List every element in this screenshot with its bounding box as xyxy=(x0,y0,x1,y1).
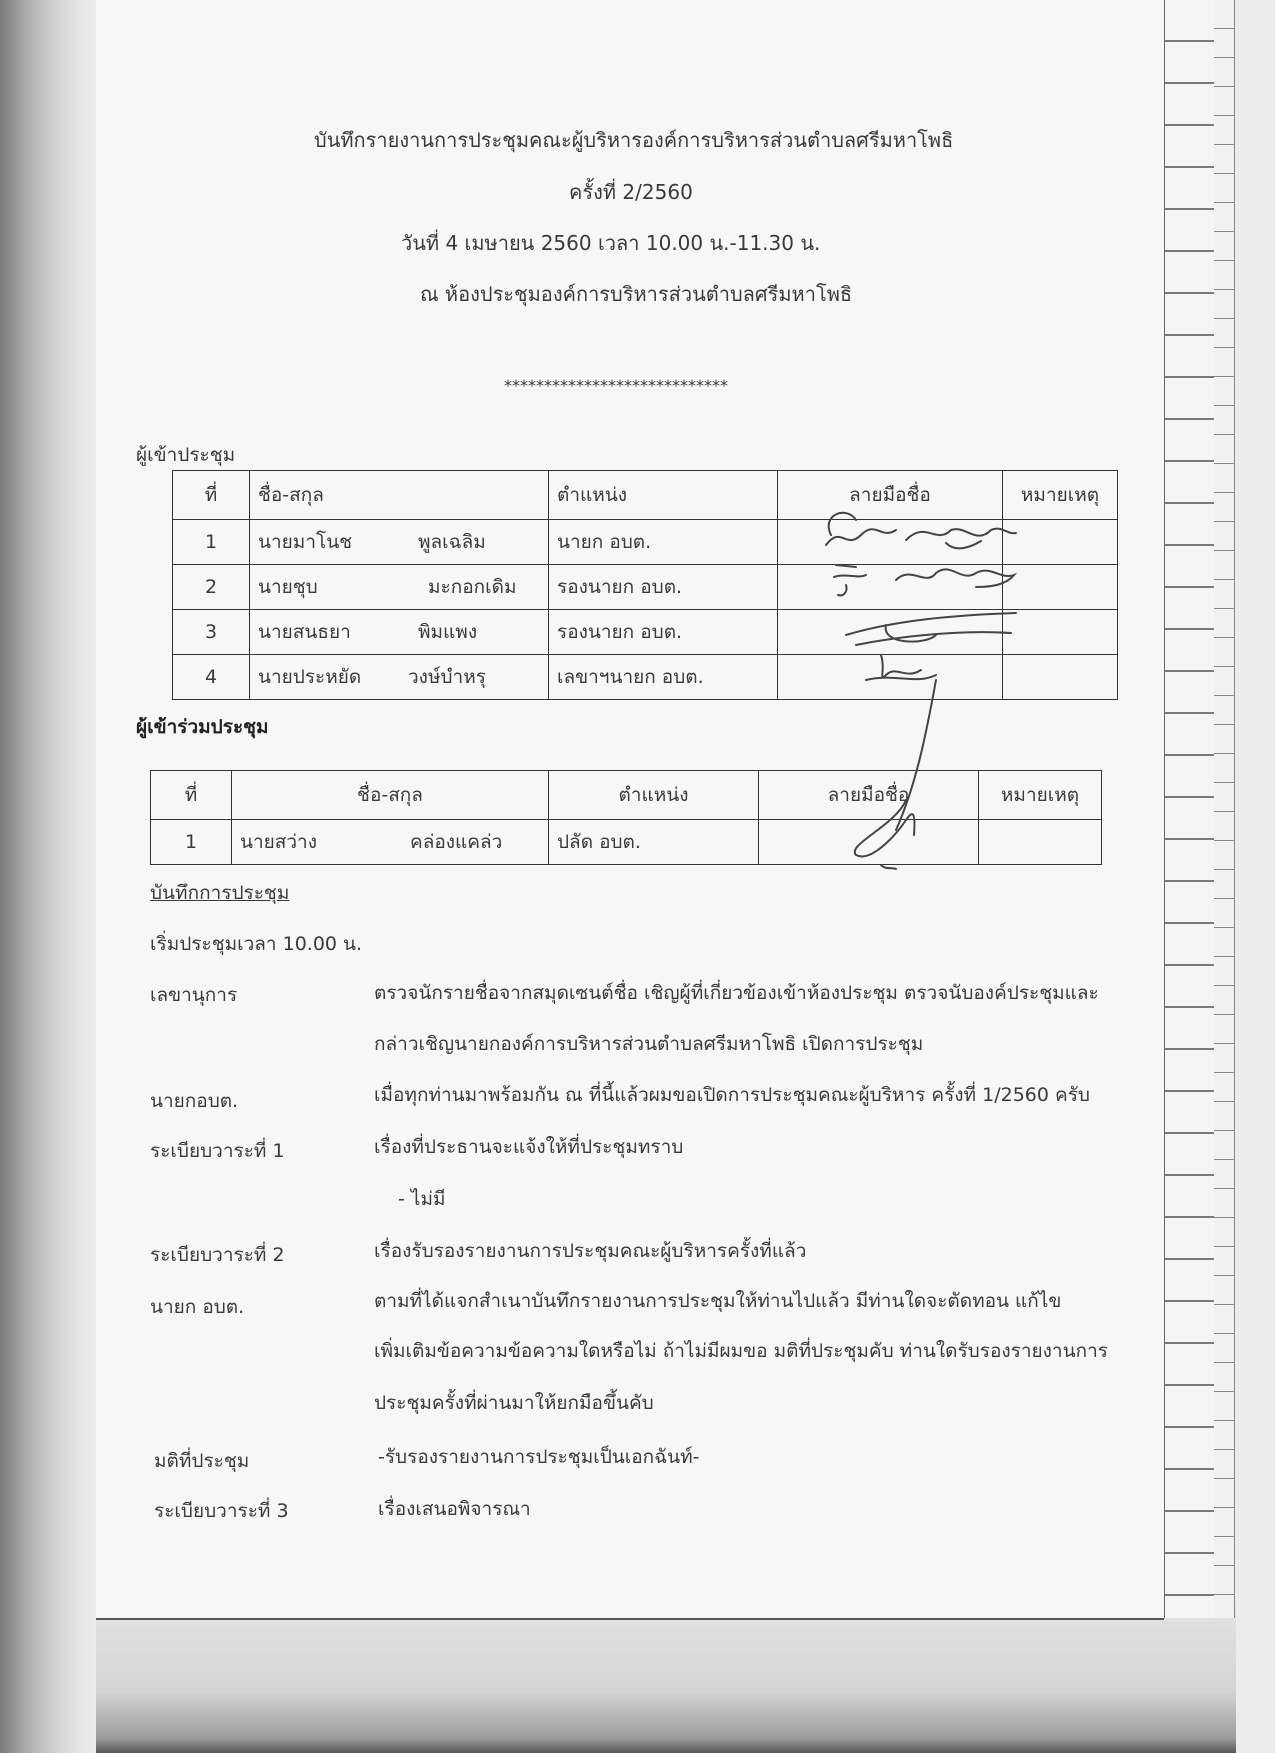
paper-stack-edge-outer xyxy=(1214,0,1235,1618)
col-signature: ลายมือชื่อ xyxy=(759,771,979,820)
row-name xyxy=(250,565,549,610)
item-text: ประชุมครั้งที่ผ่านมาให้ยกมือขึ้นคับ xyxy=(374,1392,654,1414)
item-label-mayor: นายกอบต. xyxy=(150,1090,239,1112)
item-text: - ไม่มี xyxy=(398,1188,446,1210)
paper-stack-edge xyxy=(1164,0,1216,1618)
agenda-3-label: ระเบียบวาระที่ 3 xyxy=(154,1500,289,1522)
first-name: นายมาโนช xyxy=(258,531,353,553)
last-name: พูลเฉลิม xyxy=(418,531,486,553)
participants-heading: ผู้เข้าร่วมประชุม xyxy=(136,716,269,738)
row-position: รองนายก อบต. xyxy=(549,565,778,610)
row-no: 1 xyxy=(151,820,232,865)
row-no: 3 xyxy=(173,610,250,655)
minutes-heading: บันทึกการประชุม xyxy=(150,882,290,904)
last-name: มะกอกเดิม xyxy=(428,576,517,598)
last-name: พิมแพง xyxy=(418,621,478,643)
signature-2 xyxy=(834,565,1014,595)
item-text: กล่าวเชิญนายกองค์การบริหารส่วนตำบลศรีมหาโพธิ เปิดการประชุม xyxy=(374,1033,924,1055)
row-name xyxy=(232,820,549,865)
document-page xyxy=(96,0,1164,1620)
first-name: นายประหยัด xyxy=(258,666,362,688)
last-name: คล่องแคล่ว xyxy=(410,831,503,853)
scan-bottom-shadow xyxy=(96,1600,1236,1753)
attendees-heading: ผู้เข้าประชุม xyxy=(136,444,236,466)
row-no: 4 xyxy=(173,655,250,700)
col-position: ตำแหน่ง xyxy=(549,471,778,520)
signature-3 xyxy=(846,613,1016,645)
col-signature: ลายมือชื่อ xyxy=(778,471,1003,520)
col-remark: หมายเหตุ xyxy=(979,771,1102,820)
col-name: ชื่อ-สกุล xyxy=(250,471,549,520)
first-name: นายสว่าง xyxy=(240,831,318,853)
session-number: ครั้งที่ 2/2560 xyxy=(569,180,693,204)
scan-left-shadow xyxy=(0,0,96,1753)
col-name: ชื่อ-สกุล xyxy=(232,771,549,820)
first-name: นายสนธยา xyxy=(258,621,351,643)
item-text: ตรวจนักรายชื่อจากสมุดเซนต์ชื่อ เชิญผู้ที่เกี่ยวข้องเข้าห้องประชุม ตรวจนับองค์ประชุมและ xyxy=(374,982,1099,1004)
item-text: เรื่องเสนอพิจารณา xyxy=(378,1498,531,1520)
item-text: เพิ่มเติมข้อความข้อความใดหรือไม่ ถ้าไม่มีผมขอ มติที่ประชุมคับ ท่านใดรับรองรายงานการ xyxy=(374,1340,1108,1362)
signature-1 xyxy=(826,513,1016,549)
col-remark: หมายเหตุ xyxy=(1003,471,1118,520)
item-label-secretary: เลขานุการ xyxy=(150,984,238,1006)
row-no: 1 xyxy=(173,520,250,565)
handwritten-signatures xyxy=(786,495,1116,915)
document-title: บันทึกรายงานการประชุมคณะผู้บริหารองค์การบริหารส่วนตำบลศรีมหาโพธิ xyxy=(314,128,954,152)
col-position: ตำแหน่ง xyxy=(549,771,759,820)
item-text: เมื่อทุกท่านมาพร้อมกัน ณ ที่นี้แล้วผมขอเปิดการประชุมคณะผู้บริหาร ครั้งที่ 1/2560 ครับ xyxy=(374,1084,1090,1106)
row-position: รองนายก อบต. xyxy=(549,610,778,655)
signature-5 xyxy=(855,800,915,869)
col-no: ที่ xyxy=(151,771,232,820)
item-text: เรื่องรับรองรายงานการประชุมคณะผู้บริหารครั้งที่แล้ว xyxy=(374,1240,807,1262)
first-name: นายชุบ xyxy=(258,576,318,598)
row-position: เลขาฯนายก อบต. xyxy=(549,655,778,700)
meeting-venue: ณ ห้องประชุมองค์การบริหารส่วนตำบลศรีมหาโพธิ xyxy=(420,282,853,306)
agenda-2-label: ระเบียบวาระที่ 2 xyxy=(150,1244,285,1266)
col-no: ที่ xyxy=(173,471,250,520)
row-position: ปลัด อบต. xyxy=(549,820,759,865)
item-text: เรื่องที่ประธานจะแจ้งให้ที่ประชุมทราบ xyxy=(374,1136,684,1158)
row-name xyxy=(250,520,549,565)
last-name: วงษ์บำหรุ xyxy=(408,666,486,688)
meeting-start: เริ่มประชุมเวลา 10.00 น. xyxy=(150,933,363,955)
meeting-date: วันที่ 4 เมษายน 2560 เวลา 10.00 น.-11.30 น. xyxy=(401,231,821,255)
signature-4 xyxy=(866,655,936,830)
row-no: 2 xyxy=(173,565,250,610)
agenda-1-label: ระเบียบวาระที่ 1 xyxy=(150,1140,285,1162)
item-text: ตามที่ได้แจกสำเนาบันทึกรายงานการประชุมให้ท่านไปแล้ว มีท่านใดจะตัดทอน แก้ไข xyxy=(374,1290,1062,1312)
row-name xyxy=(250,655,549,700)
item-text: -รับรองรายงานการประชุมเป็นเอกฉันท์- xyxy=(378,1446,700,1468)
item-label-mayor-2: นายก อบต. xyxy=(150,1296,245,1318)
row-name xyxy=(250,610,549,655)
resolution-label: มติที่ประชุม xyxy=(154,1450,250,1472)
separator-stars: **************************** xyxy=(504,376,728,395)
row-position: นายก อบต. xyxy=(549,520,778,565)
